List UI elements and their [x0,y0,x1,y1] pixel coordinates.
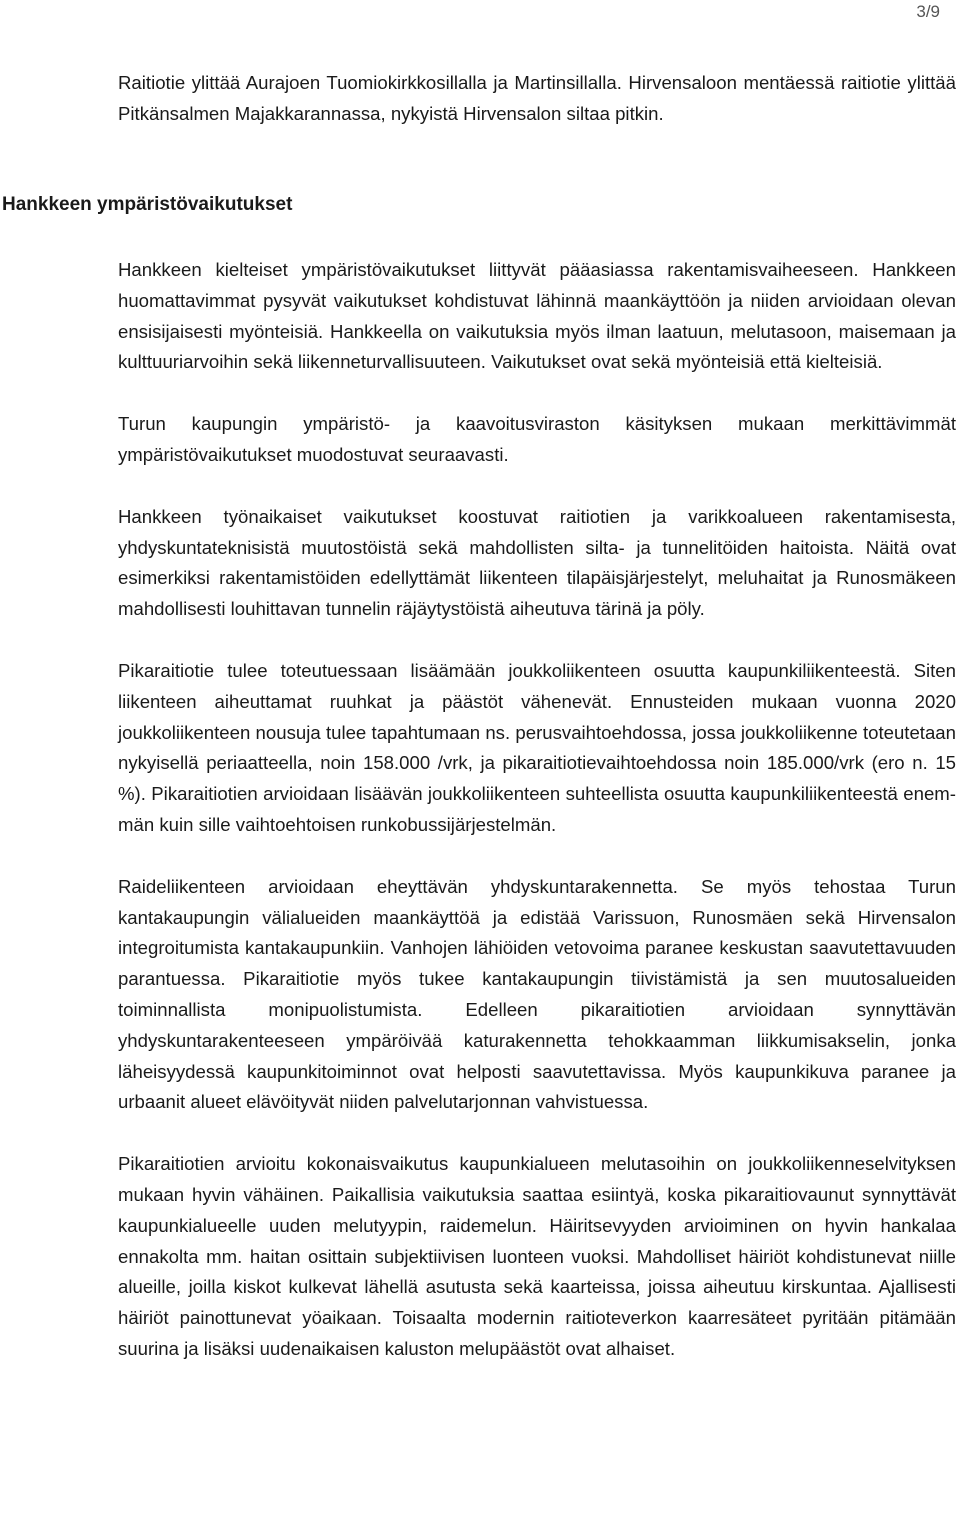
intro-paragraph: Raitiotie ylittää Aurajoen Tuomiokirkkosillalla ja Martinsillalla. Hirvensaloon mentäessä raitiotie ylittää Pitkänsalmen Majakkarannassa, nykyistä Hirvensalon siltaa pitkin. [118,72,956,124]
intro-block [118,68,956,130]
body-paragraph-2: Turun kaupungin ympäristö- ja kaavoitusviraston käsityksen mukaan merkittävimmät ympäristövaikutukset muodostuvat seuraavasti. [118,413,956,465]
section-heading: Hankkeen ympäristövaikutukset [2,194,293,215]
section-body [118,255,956,1365]
body-paragraph-1: Hankkeen kielteiset ympäristövaikutukset liittyvät pääasiassa rakentamisvaiheeseen. Hankkeen huomattavimmat pysyvät vaikutukset kohdistuvat lähinnä maankäyttöön ja niiden arvioidaan olevan ensisijaisesti myönteisiä. Hankkeella on vaikutuksia myös ilman laatuun, melutasoon, maisemaan ja kulttuuriarvoihin sekä liikenneturvallisuuteen. Vaikutukset ovat sekä myönteisiä että kielteisiä. [118,259,956,373]
body-paragraph-3: Hankkeen työnaikaiset vaikutukset koostuvat raitiotien ja varikkoalueen rakentamisesta, yhdyskuntateknisistä muutostöistä sekä mahdollisten silta- ja tunnelitöiden haitoista. Näitä ovat esimerkiksi rakentamistöiden edellyttämät liikenteen tilapäisjärjestelyt, meluhaitat ja Runosmäkeen mahdollisesti louhittavan tunnelin räjäytystöistä aiheutuva tärinä ja pöly. [118,505,956,620]
page-number: 3/9 [916,2,940,21]
body-paragraph-6: Pikaraitiotien arvioitu kokonaisvaikutus kaupunkialueen melutasoihin on joukkoliikenneselvityksen mukaan hyvin vähäinen. Paikallisia vaikutuksia saattaa esiintyä, koska pikaraitiovaunut synnyttävät kaupunkialueelle uuden melutyypin, raidemelun. Häiritsevyyden arvioiminen on hyvin hankalaa ennakolta mm. haitan osittain subjektiivisen luonteen vuoksi. Mahdolliset häiriöt kohdistunevat niille alueille, joilla kiskot kulkevat lähellä asutusta sekä kaarteissa, joissa aiheutuu kirskuntaa. Ajallisesti häiriöt painottunevat yöaikaan. Toisaalta modernin raitioteverkon kaarresäteet pyritään pitämään suurina ja lisäksi uudenaikaisen kaluston melupäästöt ovat alhaiset. [118,1153,956,1359]
body-paragraph-5: Raideliikenteen arvioidaan eheyttävän yhdyskuntarakennetta. Se myös tehostaa Turun kantakaupungin välialueiden maankäyttöä ja edistää Varissuon, Runosmäen sekä Hirvensalon integroitumista kantakaupunkiin. Vanhojen lähiöiden vetovoima paranee keskustan saavutettavuuden parantuessa. Pikaraitiotie myös tukee kantakaupungin tiivistämistä ja sen muutosalueiden toiminnallista monipuolistumista. Edelleen pikaraitiotien arvioidaan synnyttävän yhdyskuntarakenteeseen ympäröivää katurakennetta tehokkaamman liikkumisakselin, jonka läheisyydessä kaupunkitoiminnot ovat helposti saavutettavissa. Myös kaupunkikuva paranee ja urbaanit alueet elävöityvät niiden palvelutarjonnan vahvistuessa. [118,875,956,1113]
body-paragraph-4: Pikaraitiotie tulee toteutuessaan lisäämään joukkoliikenteen osuutta kaupunkiliikenteestä. Siten liikenteen aiheuttamat ruuhkat ja päästöt vähenevät. Ennusteiden mukaan vuonna 2020 joukkoliikenteen nousuja tulee tapahtumaan ns. perusvaihtoehdossa, jossa joukkoliikenne toteutetaan nykyisellä periaatteella, noin 158.000 /vrk, ja pikaraitiotievaihtoehdossa noin 185.000/vrk (ero n. 15 %). Pikaraitiotien arvioidaan lisäävän joukkoliikenteen suhteellista osuutta kaupunkiliikenteestä enemmän kuin sille vaihtoehtoisen runkobussijärjestelmän. [118,659,956,835]
